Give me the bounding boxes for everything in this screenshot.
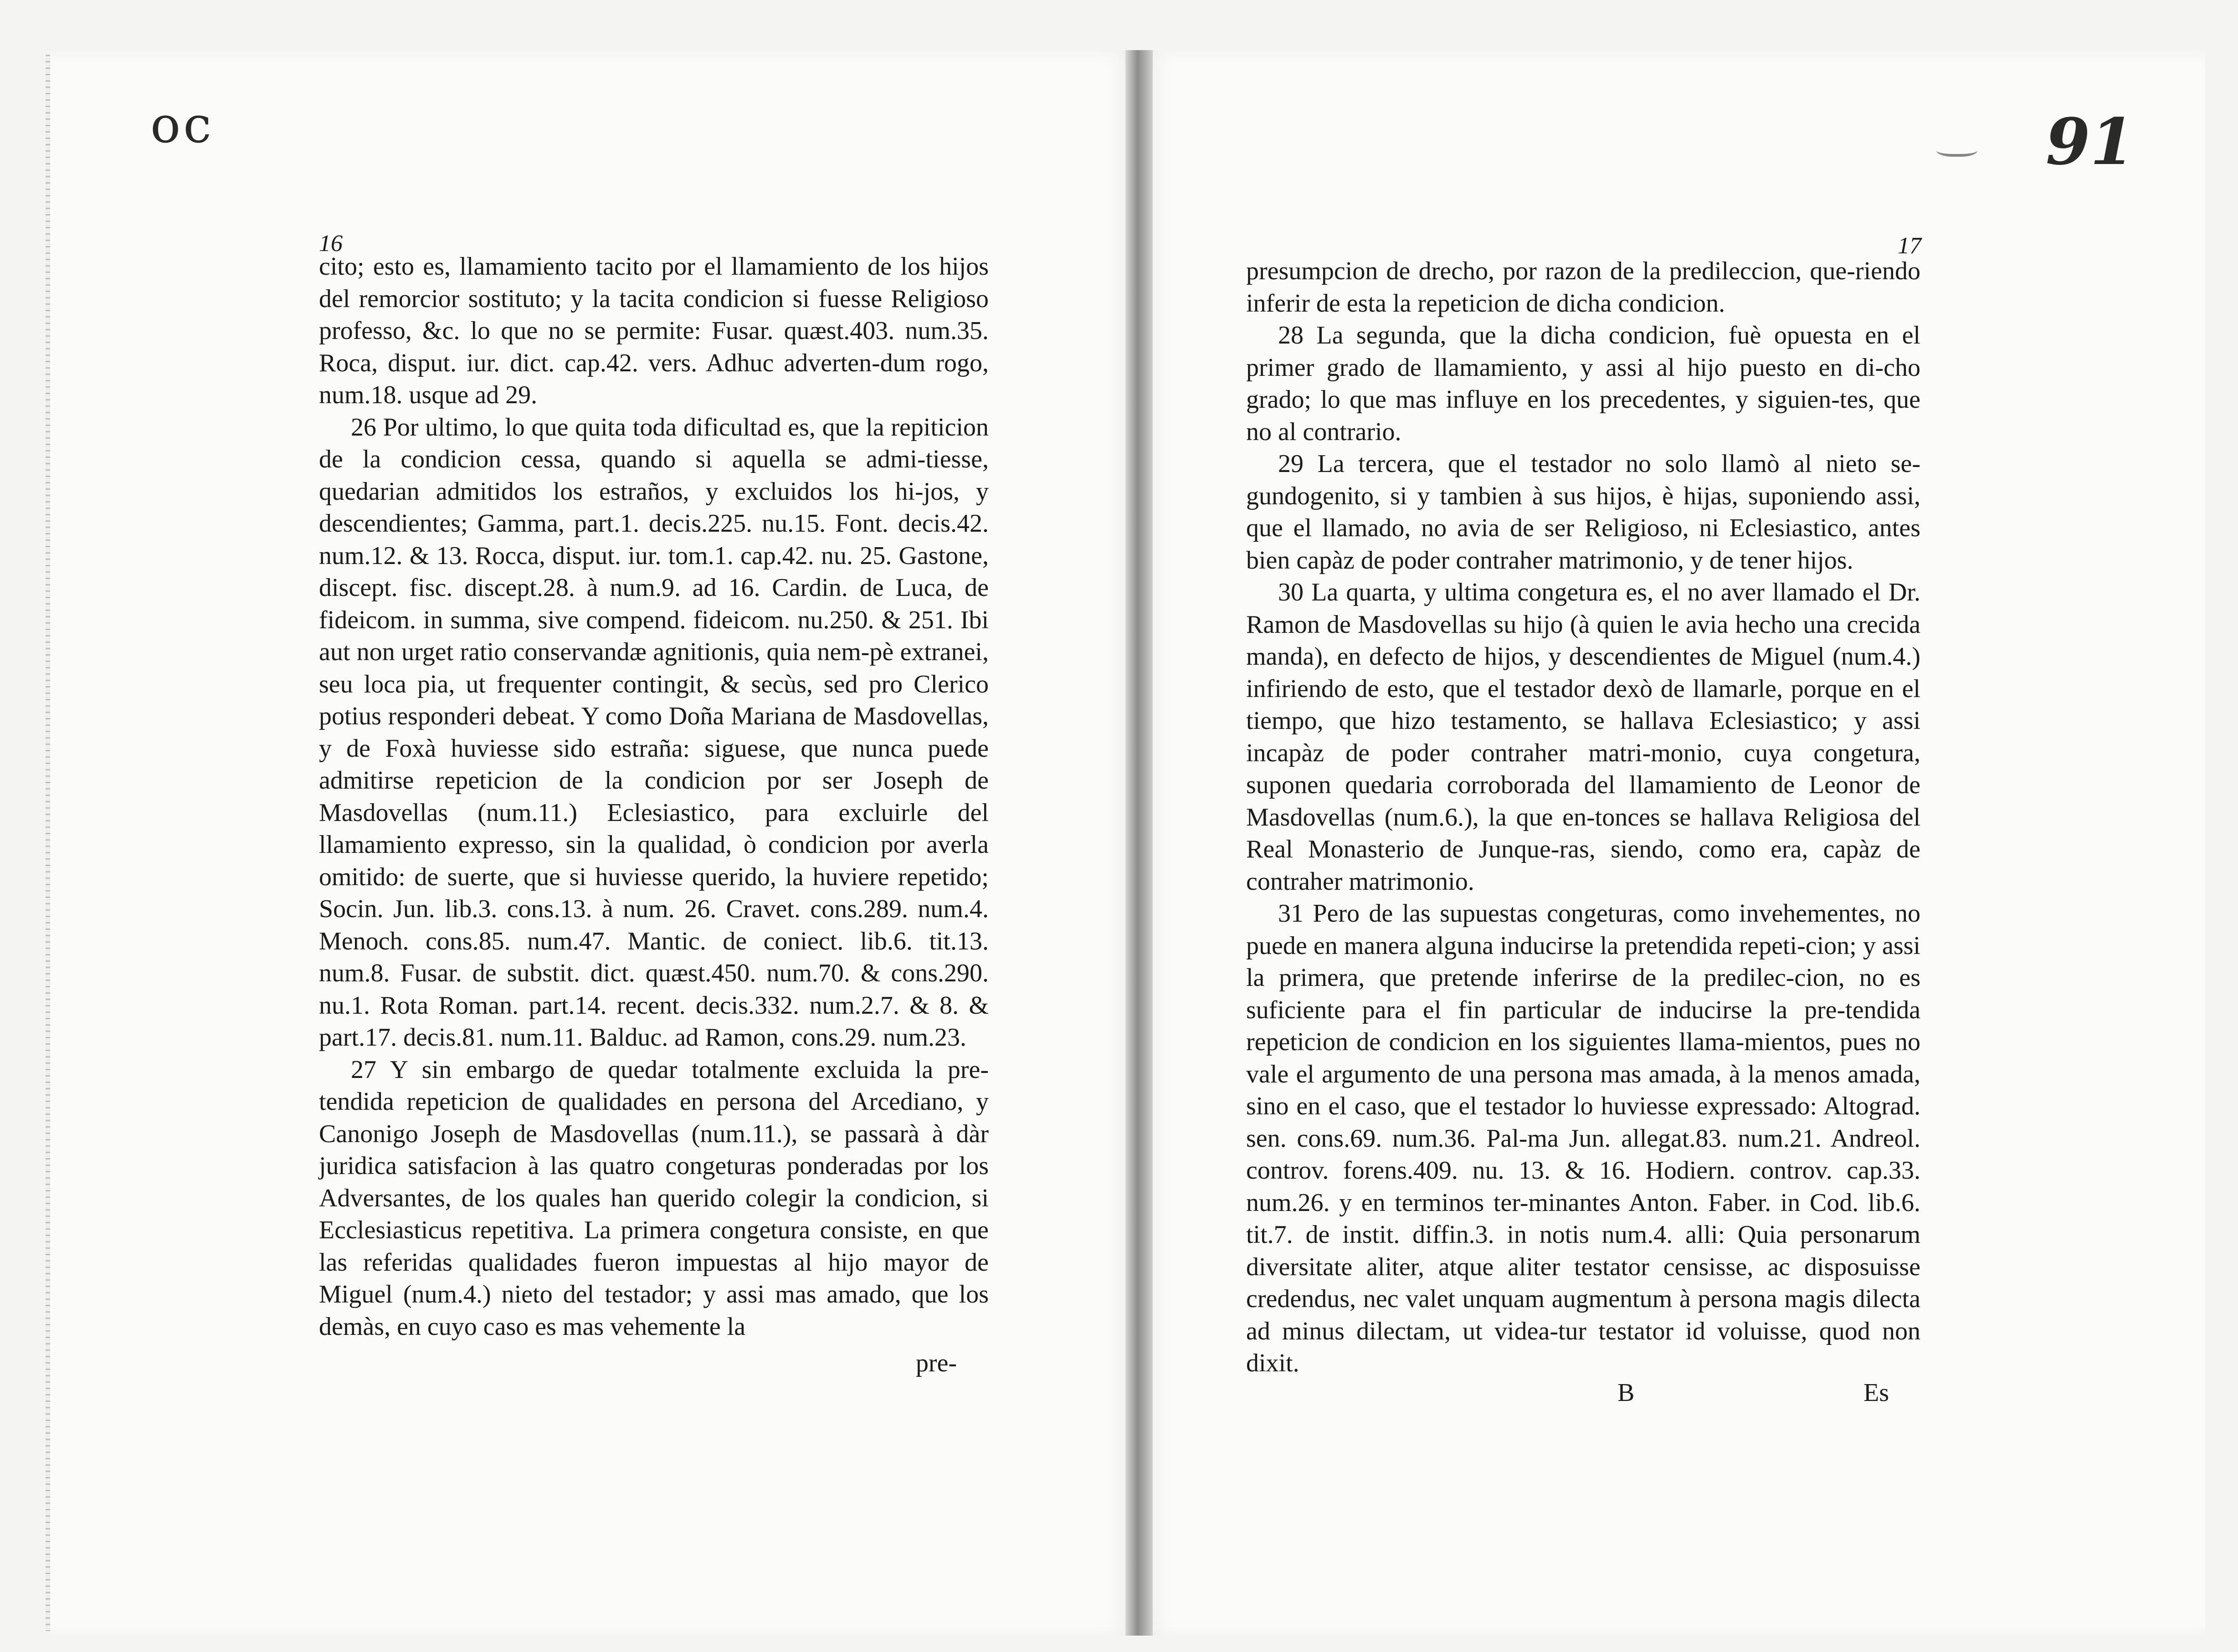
- signature-mark: B: [1617, 1379, 1635, 1407]
- page-number-right: 17: [1898, 233, 1921, 259]
- folio-mark-right: 91: [2046, 105, 2135, 180]
- paragraph-29: 29 La tercera, que el testador no solo llamò al nieto se-gundogenito, si y tambien à sus hijos, è hijas, suponiendo assi, que el llamado, no avia de ser Religioso, ni Eclesiastico, antes bien capàz de poder contraher matrimonio, y de tener hijos.: [1246, 450, 1920, 575]
- paragraph-28: 28 La segunda, que la dicha condicion, fuè opuesta en el primer grado de llamamiento, y assi al hijo puesto en di-cho grado; lo que mas influye en los precedentes, y siguien-tes, que no al contrario.: [1246, 321, 1920, 446]
- catchword-left: pre-: [916, 1349, 957, 1377]
- paragraph-26: 26 Por ultimo, lo que quita toda dificultad es, que la repiticion de la condicion cessa, quando si aquella se admi-tiesse, quedarian admitidos los estraños, y excluidos los hi-jos, y descendientes; Gamma, part.1. decis.225. nu.15. Font. decis.42. num.12. & 13. Rocca, disput. iur. tom.1. cap.42. nu. 25. Gastone, discept. fisc. discept.28. à num.9. ad 16. Cardin. de Luca, de fideicom. in summa, sive compend. fideicom. nu.250. & 251. Ibi aut non urget ratio conservandæ agnitionis, quia nem-pè extranei, seu loca pia, ut frequenter contingit, & secùs, sed pro Clerico potius responderi debeat. Y como Doña Mariana de Masdovellas, y de Foxà huviesse sido estraña: siguese, que nunca puede admitirse repeticion de la condicion por ser Joseph de Masdovellas (num.11.) Eclesiastico, para excluirle del llamamiento expresso, sin la qualidad, ò condicion por averla omitido: de suerte, que si huviesse querido, la huviere repetido; Socin. Jun. lib.3. cons.13. à num. 26. Cravet. cons.289. num.4. Menoch. cons.85. num.47. Mantic. de coniect. lib.6. tit.13. num.8. Fusar. de substit. dict. quæst.450. num.70. & cons.290. nu.1. Rota Roman. part.14. recent. decis.332. num.2.7. & 8. & part.17. decis.81. num.11. Balduc. ad Ramon, cons.29. num.23.: [319, 413, 989, 1052]
- left-page-text: [319, 251, 989, 1343]
- paragraph-30: 30 La quarta, y ultima congetura es, el no aver llamado el Dr. Ramon de Masdovellas su hijo (à quien le avia hecho una crecida manda), en defecto de hijos, y descendientes de Miguel (num.4.) infiriendo de esto, que el testador dexò de llamarle, porque en el tiempo, que hizo testamento, se hallava Eclesiastico; y assi incapàz de poder contraher matri-monio, cuya congetura, suponen quedaria corroborada del llamamiento de Leonor de Masdovellas (num.6.), la que en-tonces se hallava Religiosa del Real Monasterio de Junque-ras, siendo, como era, capàz de contraher matrimonio.: [1246, 578, 1920, 896]
- paragraph-31: 31 Pero de las supuestas congeturas, como invehementes, no puede en manera alguna inducirse la pretendida repeti-cion; y assi la primera, que pretende inferirse de la predilec-cion, no es suficiente para el fin particular de inducirse la pre-tendida repeticion de condicion en los siguientes llama-mientos, pues no vale el argumento de una persona mas amada, à la menos amada, sino en el caso, que el testador lo huviesse expressado: Altograd. sen. cons.69. num.36. Pal-ma Jun. allegat.83. num.21. Andreol. controv. forens.409. nu. 13. & 16. Hodiern. controv. cap.33. num.26. y en terminos ter-minantes Anton. Faber. in Cod. lib.6. tit.7. de instit. diffin.3. in notis num.4. alli: Quia personarum diversitate aliter, atque aliter testator censisse, ac disposuisse credendus, nec valet unquam augmentum à persona magis dilecta ad minus dilectam, ut videa-tur testator id voluisse, quod non dixit.: [1246, 899, 1920, 1377]
- right-page-text: [1246, 255, 1920, 1380]
- paragraph-continuation-right: presumpcion de drecho, por razon de la predileccion, que-riendo inferir de esta la repeticion de dicha condicion.: [1246, 257, 1920, 318]
- ink-mark: [1936, 141, 1977, 157]
- catchword-right: Es: [1863, 1379, 1889, 1407]
- paragraph-27: 27 Y sin embargo de quedar totalmente excluida la pre-tendida repeticion de qualidades en persona del Arcediano, y Canonigo Joseph de Masdovellas (num.11.), se passarà à dàr juridica satisfacion à las quatro congeturas ponderadas por los Adversantes, de los quales han querido colegir la condicion, si Ecclesiasticus repetitiva. La primera congetura consiste, en que las referidas qualidades fueron impuestas al hijo mayor de Miguel (num.4.) nieto del testador; y assi mas amado, que los demàs, en cuyo caso es mas vehemente la: [319, 1055, 989, 1341]
- book-gutter: [1125, 50, 1153, 1636]
- page-number-left: 16: [319, 231, 343, 257]
- paragraph-continuation: cito; esto es, llamamiento tacito por el llamamiento de los hijos del remorcior sostituto; y la tacita condicion si fuesse Religioso professo, &c. lo que no se permite: Fusar. quæst.403. num.35. Roca, disput. iur. dict. cap.42. vers. Adhuc adverten-dum rogo, num.18. usque ad 29.: [319, 252, 989, 409]
- folio-mark-left: oc: [150, 96, 214, 154]
